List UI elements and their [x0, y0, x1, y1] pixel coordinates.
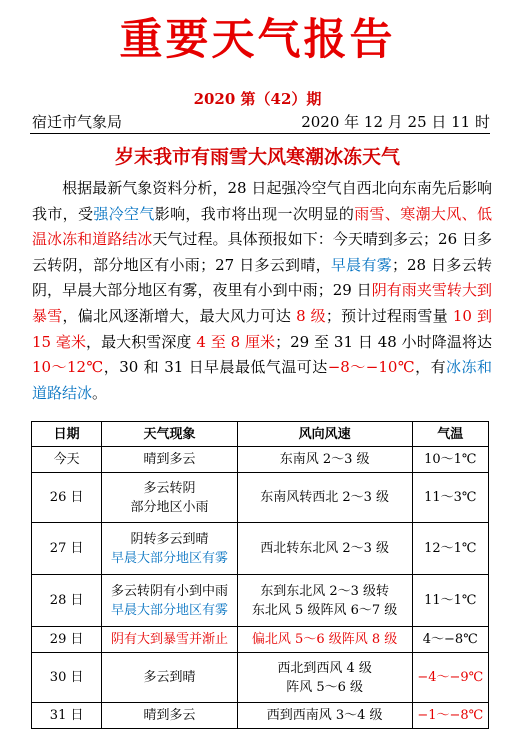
- text-segment: ，最大积雪深度: [86, 332, 197, 351]
- highlight-snow: 阴有雨夹雪转大到暴雪: [32, 281, 492, 325]
- table-header-row: [32, 422, 489, 447]
- cell-date: 28 日: [32, 575, 102, 627]
- wind-line-1: 东南风 2～3 级: [279, 452, 370, 467]
- wind-line-1: 西北转东北风 2～3 级: [260, 541, 389, 556]
- wind-line-2: 东北风 5 级阵风 6～7 级: [251, 602, 398, 618]
- weather-line-1: 多云到晴: [143, 670, 196, 685]
- cell-date: 30 日: [32, 653, 102, 703]
- highlight-fog: 早晨有雾: [330, 255, 393, 274]
- cell-date: 27 日: [32, 523, 102, 575]
- cell-date: 31 日: [32, 703, 102, 729]
- header-temp: 气温: [412, 422, 488, 447]
- wind-line-1: 偏北风 5～6 级阵风 8 级: [251, 632, 398, 647]
- cell-weather: [102, 703, 237, 729]
- weather-line-1: 阴转多云到晴: [130, 531, 209, 547]
- weather-line-1: 多云转阴有小到中雨: [110, 583, 228, 599]
- table-row: [32, 473, 489, 523]
- forecast-paragraph: [32, 176, 492, 406]
- meta-line: [30, 111, 490, 134]
- text-segment: 影响，我市将出现一次明显的: [154, 204, 355, 223]
- report-subtitle: 岁末我市有雨雪大风寒潮冰冻天气: [114, 146, 400, 168]
- weather-line-1: 多云转阴: [143, 480, 196, 496]
- cell-weather: [102, 473, 237, 523]
- agency-name: 宿迁市气象局: [32, 113, 123, 131]
- weather-line-1: 阴有大到暴雪并渐止: [110, 632, 228, 647]
- text-segment: ；预计过程雨雪量: [325, 306, 453, 325]
- header-date: 日期: [32, 422, 102, 447]
- table-row: [32, 653, 489, 703]
- weather-line-1: 晴到多云: [143, 452, 196, 467]
- highlight-cold-air: 强冷空气: [93, 204, 155, 223]
- cell-date: 29 日: [32, 627, 102, 653]
- weather-line-2: 早晨大部分地区有雾: [110, 550, 228, 566]
- highlight-low-temp: −8～−10℃: [327, 358, 416, 377]
- cell-wind: [237, 575, 412, 627]
- forecast-table: [31, 421, 489, 729]
- text-segment: ，30 和 31 日早晨最低气温可达: [103, 358, 328, 377]
- highlight-temp-drop: 10～12℃: [32, 358, 104, 377]
- cell-temp: 10～1℃: [412, 447, 488, 473]
- wind-line-1: 西到西南风 3～4 级: [266, 708, 383, 723]
- issue-number: 2020 第（42）期: [193, 90, 322, 108]
- wind-line-1: 西北到西风 4 级: [277, 660, 372, 676]
- table-row: [32, 703, 489, 729]
- report-title: 重要天气报告: [119, 15, 396, 65]
- cell-date: 今天: [32, 447, 102, 473]
- cell-weather: [102, 447, 237, 473]
- highlight-events: 雨雪、寒潮大风、低温冰冻和道路结冰: [32, 204, 492, 249]
- text-segment: ；29 至 31 日 48 小时降温将达: [275, 332, 492, 351]
- text-segment: ，有: [415, 358, 447, 377]
- cell-wind: [237, 703, 412, 729]
- highlight-rain: 10 到 15 毫米: [32, 306, 492, 351]
- cell-wind: [237, 653, 412, 703]
- cell-temp: −4～−9℃: [412, 653, 488, 703]
- cell-temp: 4～−8℃: [412, 627, 488, 653]
- cell-temp: 11～1℃: [412, 575, 488, 627]
- cell-temp: 12～1℃: [412, 523, 488, 575]
- wind-line-1: 东到东北风 2～3 级转: [260, 583, 389, 599]
- cell-weather: [102, 575, 237, 627]
- text-segment: 天气过程。具体预报如下：今天晴到多云；26 日多云转阴，部分地区有小雨；27 日多云到晴，: [32, 230, 492, 274]
- weather-line-2: 部分地区小雨: [130, 499, 209, 515]
- highlight-ice: 冰冻和道路结冰: [32, 358, 492, 402]
- header-wind: 风向风速: [237, 422, 412, 447]
- table-row: [32, 447, 489, 473]
- table-row: [32, 523, 489, 575]
- cell-wind: [237, 523, 412, 575]
- table-row: [32, 575, 489, 627]
- highlight-depth: 4 至 8 厘米: [196, 332, 276, 351]
- text-segment: 根据最新气象资料分析，28 日起强冷空气自西北向东南先后影响我市，受: [32, 179, 492, 223]
- weather-line-2: 早晨大部分地区有雾: [110, 602, 228, 618]
- wind-line-1: 东南风转西北 2～3 级: [260, 490, 389, 505]
- cell-wind: [237, 473, 412, 523]
- cell-weather: [102, 653, 237, 703]
- cell-date: 26 日: [32, 473, 102, 523]
- cell-wind: [237, 447, 412, 473]
- header-weather: 天气现象: [102, 422, 237, 447]
- cell-temp: −1～−8℃: [412, 703, 488, 729]
- table-row: [32, 627, 489, 653]
- weather-line-1: 晴到多云: [143, 708, 196, 723]
- text-segment: ，偏北风逐渐增大，最大风力可达: [62, 306, 297, 325]
- cell-wind: [237, 627, 412, 653]
- cell-weather: [102, 627, 237, 653]
- cell-temp: 11～3℃: [412, 473, 488, 523]
- text-segment: 。: [92, 383, 108, 402]
- wind-line-2: 阵风 5～6 级: [286, 679, 363, 695]
- issue-datetime: 2020 年 12 月 25 日 11 时: [301, 113, 490, 131]
- text-segment: ；28 日多云转阴，早晨大部分地区有雾，夜里有小到中雨；29 日: [32, 255, 492, 300]
- cell-weather: [102, 523, 237, 575]
- highlight-wind: 8 级: [296, 306, 326, 325]
